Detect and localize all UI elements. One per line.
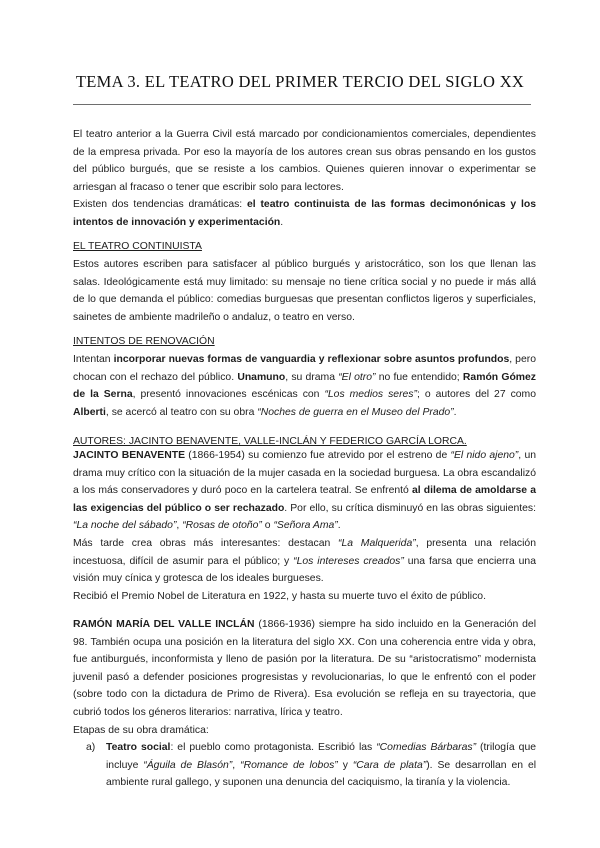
renovacion-section [73, 351, 536, 421]
benavente-nobel-paragraph: Recibió el Premio Nobel de Literatura en 1922, y hasta su muerte tuvo el éxito de público. [73, 590, 486, 602]
tendencies-highlight: el teatro continuista de las formas decimonónicas y los intentos de innovación y experimentación [73, 199, 537, 228]
benavente-works-paragraph: Más tarde crea obras más interesantes: destacan “La Malquerida”, presenta una relación incestuosa, difícil de asumir para el público; y “Los intereses creados” una farsa que encierra una visión muy cínica y grotesca de los ideales burgueses. [73, 537, 536, 585]
benavente-paragraph: JACINTO BENAVENTE (1866-1954) su comienzo fue atrevido por el estreno de “El nido ajeno”, un drama muy crítico con la situación de la mujer casada en la sociedad burguesa. La obra escandalizó a los más conservadores y duró poco en la cartelera teatral. Se enfrentó al dilema de amoldarse a las exigencias del público o ser rechazado. Por ello, su crítica disminuyó en las obras siguientes: “La noche del sábado”, “Rosas de otoño” o “Señora Ama”. [73, 450, 537, 532]
list-item-text: Teatro social: el pueblo como protagonista. Escribió las “Comedias Bárbaras” (trilogía que incluye “Águila de Blasón”, “Romance de lobos” y “Cara de plata”). Se desarrollan en el ambiente rural gallego, y suponen una denuncia del caciquismo, la tiranía y la violencia. [106, 742, 537, 789]
title-divider [73, 104, 531, 105]
author-valle-inclan: RAMÓN MARÍA DEL VALLE INCLÁN [73, 619, 255, 630]
list-item [86, 739, 536, 792]
renovacion-paragraph: Intentan incorporar nuevas formas de vanguardia y reflexionar sobre asuntos profundos, pero chocan con el rechazo del público. Unamuno, su drama “El otro” no fue entendido; Ramón Gómez de la Serna, presentó innovaciones escénicas con “Los medios seres”; o autores del 27 como Alberti, se acercó al teatro con su obra “Noches de guerra en el Museo del Prado”. [73, 354, 536, 418]
list-marker: a) [86, 742, 96, 753]
valle-paragraph: RAMÓN MARÍA DEL VALLE INCLÁN (1866-1936) siempre ha sido incluido en la Generación del 98. También ocupa una posición en la literatura del siglo XX. Con una coherencia entre vida y obra, fue antiburgués, inconformista y lleno de pasión por la literatura. De su “aristocratismo” modernista juvenil pasó a defender posiciones progresistas y revolucionarias, lo que le enfrentó con el poder (sobre todo con la dictadura de Primo de Rivera). Esa evolución se refleja en su trayectoria, que cubrió todos los géneros literarios: narrativa, lírica y teatro. [73, 619, 537, 718]
continuista-paragraph: Estos autores escriben para satisfacer al público burgués y aristocrático, son los que llenan las salas. Ideológicamente está muy limitado: su mensaje no tiene crítica social y no puede ir más allá de lo que demanda el público: comedias burguesas que presentan conflictos ligeros y superficiales, sainetes de ambiente madrileño o andaluz, o teatro en verso. [73, 259, 536, 323]
author-benavente: JACINTO BENAVENTE [73, 450, 186, 461]
valle-section [73, 616, 536, 739]
continuista-section [73, 256, 536, 326]
page-title: TEMA 3. EL TEATRO DEL PRIMER TERCIO DEL SIGLO XX [75, 72, 525, 91]
author-gomez-serna: Ramón Gómez de la Serna [73, 371, 536, 401]
benavente-section [73, 447, 536, 605]
intro-section [73, 126, 536, 232]
etapas-list [86, 739, 536, 792]
heading-continuista: EL TEATRO CONTINUISTA [73, 241, 202, 252]
heading-renovacion: INTENTOS DE RENOVACIÓN [73, 336, 215, 347]
intro-paragraph: El teatro anterior a la Guerra Civil está marcado por condicionamientos comerciales, dependientes de la empresa privada. Por eso la mayoría de los autores crean sus obras pensando en los gustos del público burgués, que se resiste a los cambios. Quienes quieren innovar o experimentar se arriesgan al fracaso o tener que escribir solo para lectores. [73, 129, 536, 193]
author-unamuno: Unamuno [237, 371, 286, 383]
heading-autores: AUTORES: JACINTO BENAVENTE, VALLE-INCLÁN Y FEDERICO GARCÍA LORCA. [73, 436, 467, 447]
valle-etapas-label: Etapas de su obra dramática: [73, 724, 209, 736]
author-alberti: Alberti [73, 406, 106, 418]
intro-tendencies-paragraph: Existen dos tendencias dramáticas: el teatro continuista de las formas decimonónicas y los intentos de innovación y experimentación. [73, 199, 537, 228]
